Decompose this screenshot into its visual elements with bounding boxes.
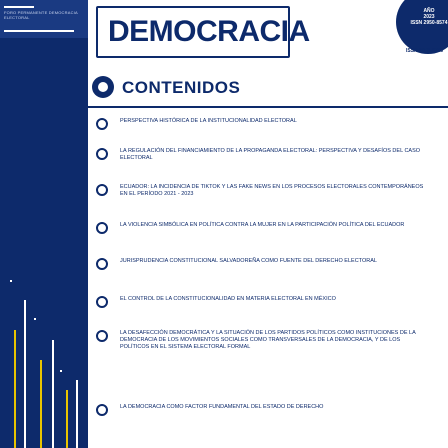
contents-heading-section	[88, 72, 448, 112]
toc-item-text: LA VIOLENCIA SIMBÓLICA EN POLÍTICA CONTRA LA MUJER EN LA PARTICIPACIÓN POLÍTICA DEL ECUADOR	[120, 222, 405, 228]
toc-bullet-icon	[96, 330, 108, 342]
toc-bullet-icon	[96, 222, 108, 234]
toc-bullet-icon	[96, 148, 108, 160]
sidebar-dot	[10, 280, 12, 282]
toc-bullet-icon	[96, 404, 108, 416]
toc-item-text: JURISPRUDENCIA CONSTITUCIONAL SALVADOREÑA COMO FUENTE DEL DERECHO ELECTORAL	[120, 258, 377, 264]
sidebar-dot	[60, 370, 62, 372]
toc-item-text: LA DESAFECCIÓN DEMOCRÁTICA Y LA SITUACIÓN DE LOS PARTIDOS POLÍTICOS COMO INSTITUCIONES DE LA DEMOCRACIA DE LOS MOVIMIENTOS SOCIALES COMO TRANSVERSALES DE LA DEMOCRACIA, Y DE LOS POLÍTICOS EN EL SISTEMA ELECTORAL FORMAL	[120, 330, 416, 350]
contents-divider	[88, 106, 448, 108]
sidebar-pillar	[66, 390, 68, 448]
sidebar-pillar	[24, 300, 26, 448]
toc-item-text: PERSPECTIVA HISTÓRICA DE LA INSTITUCIONALIDAD ELECTORAL	[120, 118, 297, 124]
toc-item-text: LA REGULACIÓN DEL FINANCIAMIENTO DE LA PROPAGANDA ELECTORAL: PERSPECTIVA Y DESAFÍOS DEL CASO ELECTORAL	[120, 148, 421, 161]
sidebar-pillar	[76, 380, 78, 448]
toc-item-text: ECUADOR: LA INCIDENCIA DE TIKTOK Y LAS FAKE NEWS EN LOS PROCESOS ELECTORALES CONTEMPORÁNEOS EN EL PERÍODO 2021 - 2023	[120, 184, 424, 197]
toc-bullet-icon	[96, 296, 108, 308]
sidebar-rule	[4, 6, 34, 8]
cover-sidebar	[0, 0, 88, 448]
sidebar-pillar	[40, 360, 42, 448]
sidebar-rule	[4, 30, 74, 32]
badge-line: ISSN 2950-8574	[410, 20, 448, 26]
sidebar-dot	[34, 318, 36, 320]
contents-circle-icon	[92, 76, 114, 98]
magazine-issn: ISSN 2950-8755	[406, 48, 443, 54]
toc-bullet-icon	[96, 118, 108, 130]
contents-title: CONTENIDOS	[122, 78, 241, 97]
sidebar-label: FORO PERMANENTE DEMOCRACIA ELECTORAL	[4, 10, 78, 20]
badge-line: AÑO	[423, 8, 435, 14]
toc-item-text: EL CONTROL DE LA CONSTITUCIONALIDAD EN MATERIA ELECTORAL EN MÉXICO	[120, 296, 336, 302]
sidebar-pillar	[14, 330, 16, 448]
toc-item-text: LA DEMOCRACIA COMO FACTOR FUNDAMENTAL DEL ESTADO DE DERECHO	[120, 404, 324, 410]
magazine-title: DEMOCRACIA	[108, 15, 310, 48]
toc-bullet-icon	[96, 258, 108, 270]
magazine-header	[88, 0, 448, 66]
magazine-title-box	[96, 6, 310, 58]
magazine-badge	[404, 8, 448, 26]
sidebar-pillar	[52, 340, 54, 448]
toc-bullet-icon	[96, 184, 108, 196]
badge-line: 2023	[423, 14, 435, 20]
